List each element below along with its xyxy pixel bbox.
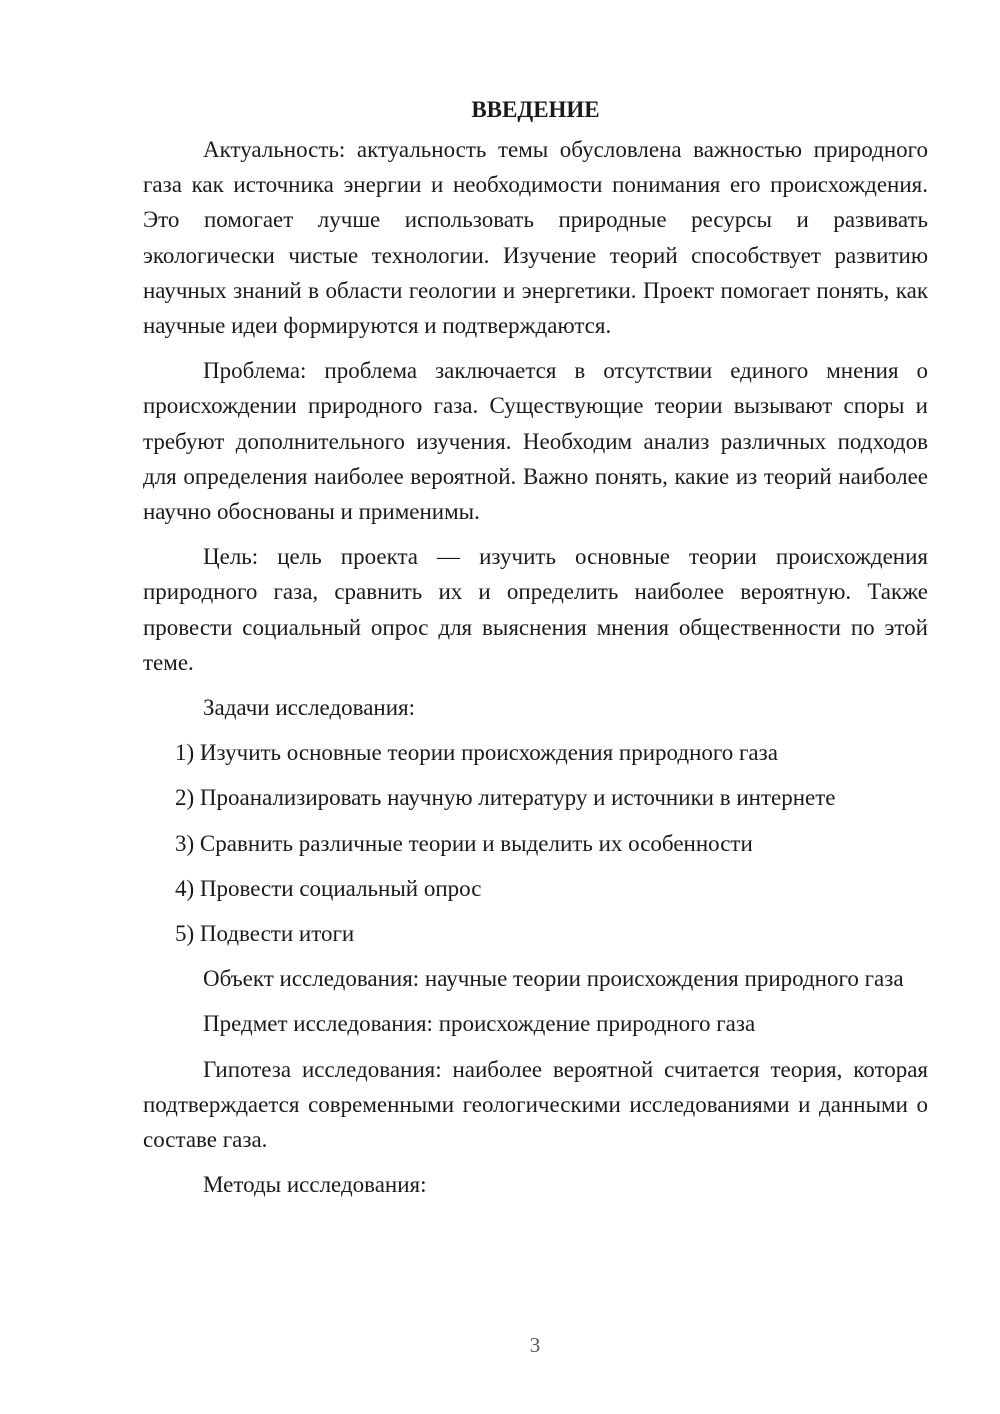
- list-item: 1) Изучить основные теории происхождения природного газа: [175, 740, 778, 766]
- tasks-heading: Задачи исследования:: [203, 695, 416, 721]
- goal-paragraph: Цель: цель проекта — изучить основные теории происхождения природного газа, сравнить их и определить наиболее вероятную. Также провести социальный опрос для выяснения мнения общественности по этой теме.: [143, 544, 928, 675]
- methods-heading: Методы исследования:: [203, 1172, 427, 1198]
- list-item: 3) Сравнить различные теории и выделить их особенности: [175, 830, 753, 856]
- document-page: [143, 92, 928, 1212]
- list-item: 2) Проанализировать научную литературу и источники в интернете: [175, 785, 836, 811]
- hypothesis-paragraph: Гипотеза исследования: наиболее вероятной считается теория, которая подтверждается современными геологическими исследованиями и данными о составе газа.: [143, 1056, 928, 1153]
- list-item: 5) Подвести итоги: [175, 921, 355, 947]
- page-number: 3: [529, 1333, 541, 1357]
- page-title: ВВЕДЕНИЕ: [471, 97, 600, 122]
- problem-paragraph: Проблема: проблема заключается в отсутствии единого мнения о происхождении природного газа. Существующие теории вызывают споры и требуют дополнительного изучения. Необходим анализ различных подходов для определения наиболее вероятной. Важно понять, какие из теорий наиболее научно обоснованы и применимы.: [143, 358, 928, 525]
- tasks-list: [143, 735, 928, 951]
- list-item: 4) Провести социальный опрос: [175, 875, 482, 901]
- subject-paragraph: Предмет исследования: происхождение природного газа: [203, 1011, 756, 1037]
- relevance-paragraph: Актуальность: актуальность темы обусловлена важностью природного газа как источника энергии и необходимости понимания его происхождения. Это помогает лучше использовать природные ресурсы и развивать экологически чистые технологии. Изучение теорий способствует развитию научных знаний в области геологии и энергетики. Проект помогает понять, как научные идеи формируются и подтверждаются.: [143, 137, 928, 339]
- object-paragraph: Объект исследования: научные теории происхождения природного газа: [203, 966, 904, 992]
